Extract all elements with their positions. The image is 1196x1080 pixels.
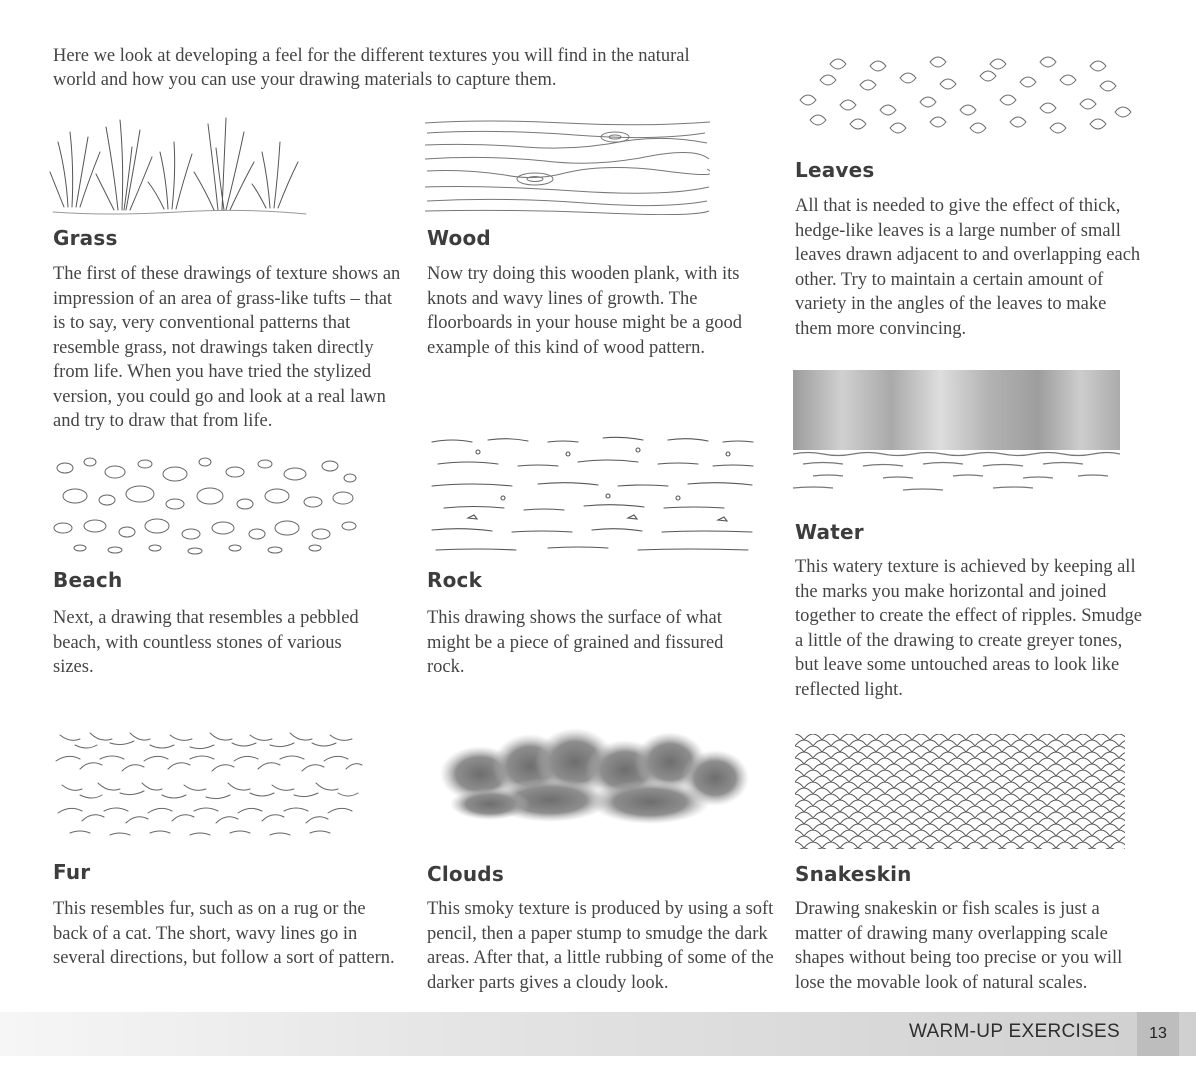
wood-drawing <box>425 115 710 215</box>
intro-paragraph: Here we look at developing a feel for the different textures you will find in the natural world and how you can use your drawing materials to capture them. <box>53 46 690 90</box>
snakeskin-drawing <box>795 734 1125 849</box>
fur-text: This resembles fur, such as on a rug or the back of a cat. The short, wavy lines go in several directions, but follow a sort of pattern. <box>53 899 395 968</box>
wood-text: Now try doing this wooden plank, with its knots and wavy lines of growth. The floorboards in your house might be a good example of this kind of wood pattern. <box>427 264 742 358</box>
clouds-heading: Clouds <box>427 862 504 886</box>
leaves-heading: Leaves <box>795 158 875 182</box>
water-text: This watery texture is achieved by keeping all the marks you make horizontal and joined together to create the effect of ripples. Smudge a little of the drawing to create greyer tones, but leave some untouched areas to look like reflected light. <box>795 557 1142 700</box>
rock-text: This drawing shows the surface of what might be a piece of grained and fissured rock. <box>427 608 724 677</box>
fur-drawing <box>50 725 368 840</box>
leaves-text: All that is needed to give the effect of thick, hedge-like leaves is a large number of small leaves drawn adjacent to and overlapping each other. Try to maintain a certain amount of variety in the angles of the leaves to make them more convincing. <box>795 196 1141 339</box>
clouds-drawing <box>430 722 760 832</box>
page-number: 13 <box>1137 1012 1179 1056</box>
snakeskin-heading: Snakeskin <box>795 862 912 886</box>
wood-heading: Wood <box>427 226 491 250</box>
chapter-title: WARM-UP EXERCISES <box>909 1021 1120 1042</box>
beach-heading: Beach <box>53 568 123 592</box>
leaves-drawing <box>790 50 1140 140</box>
grass-drawing <box>48 112 308 222</box>
grass-heading: Grass <box>53 226 118 250</box>
beach-text: Next, a drawing that resembles a pebbled beach, with countless stones of various sizes. <box>53 608 359 677</box>
water-drawing <box>793 370 1120 505</box>
rock-heading: Rock <box>427 568 483 592</box>
water-heading: Water <box>795 520 864 544</box>
clouds-text: This smoky texture is produced by using a soft pencil, then a paper stump to smudge the dark areas. After that, a little rubbing of some of the darker parts gives a cloudy look. <box>427 899 774 993</box>
rock-drawing <box>428 430 758 555</box>
fur-heading: Fur <box>53 860 91 884</box>
grass-text: The first of these drawings of texture shows an impression of an area of grass-like tufts – that is to say, very conventional patterns that resemble grass, not drawings taken directly from life. When you have tried the stylized version, you could go and look at a real lawn and try to draw that from life. <box>53 264 401 431</box>
snakeskin-text: Drawing snakeskin or fish scales is just a matter of drawing many overlapping scale shapes without being too precise or you will lose the movable look of natural scales. <box>795 899 1123 993</box>
beach-drawing <box>45 448 360 558</box>
